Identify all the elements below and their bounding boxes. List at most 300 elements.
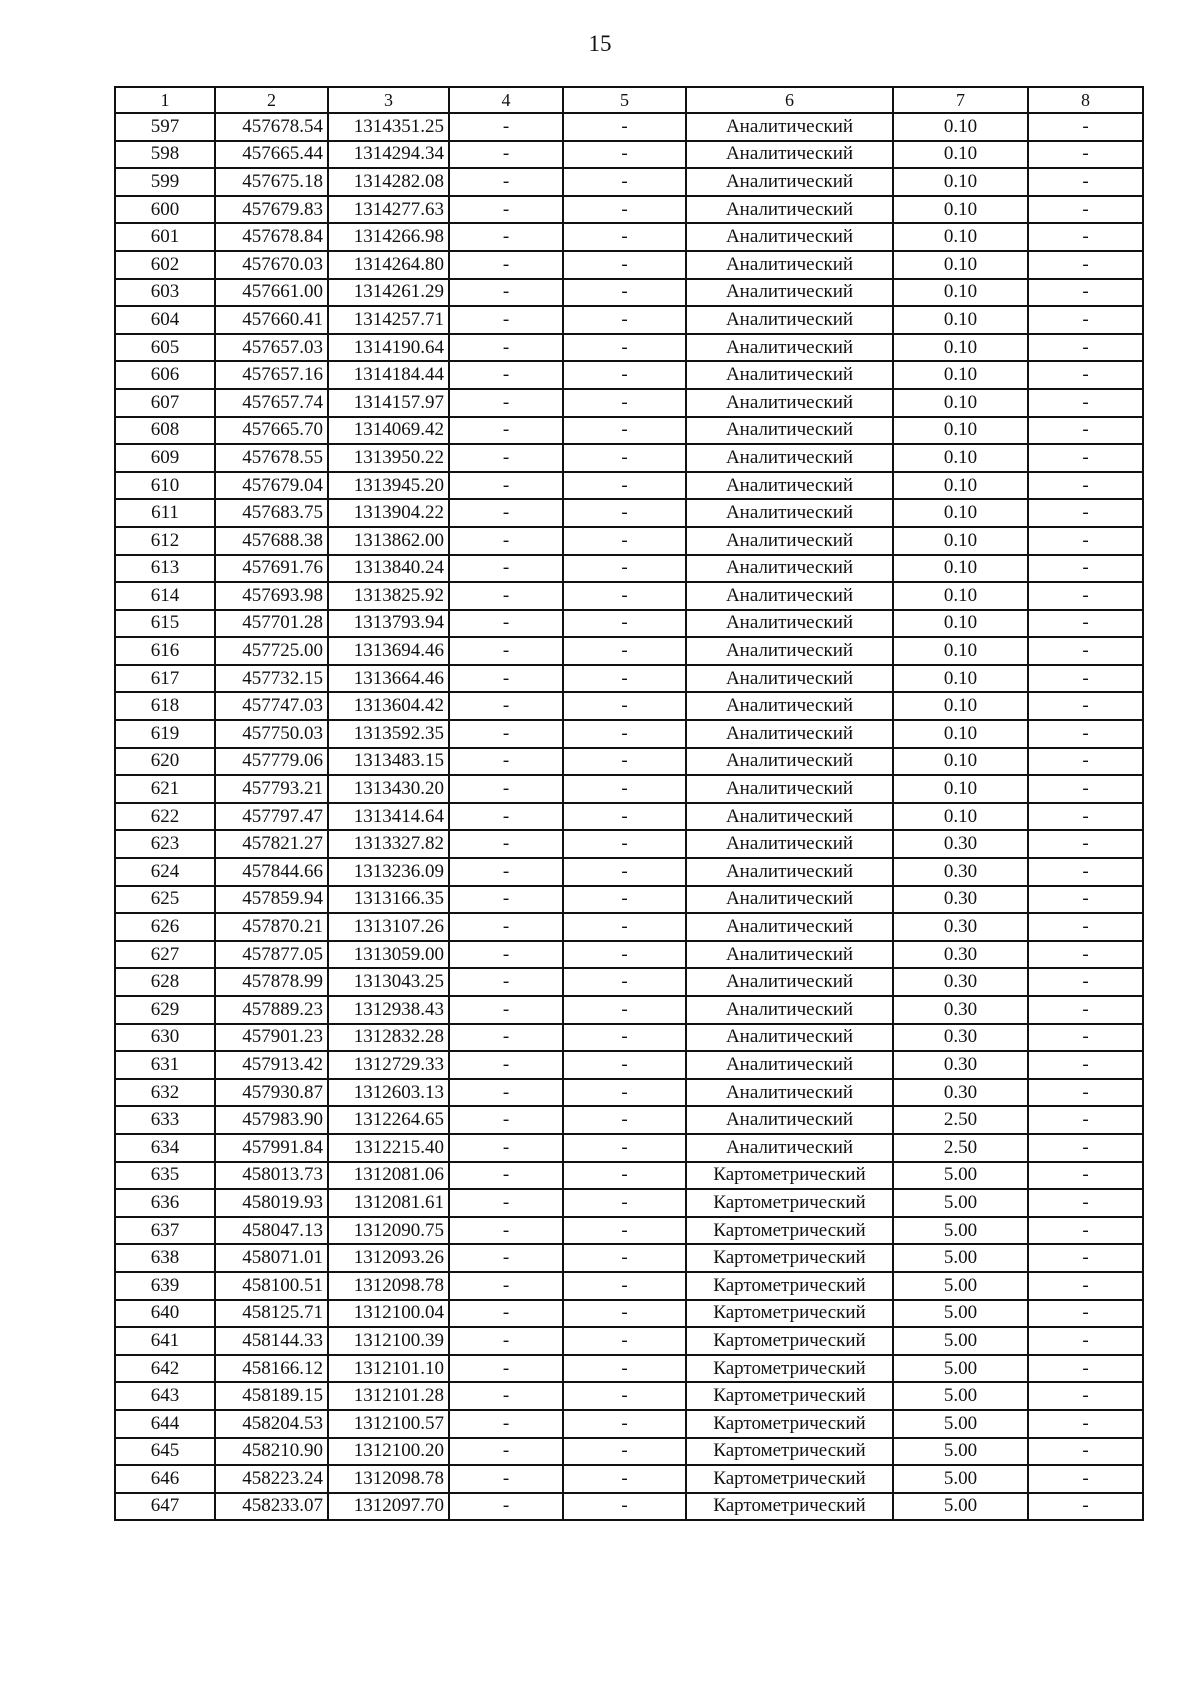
method-cell: Аналитический (686, 748, 893, 776)
y-coordinate-cell: 1312215.40 (328, 1134, 449, 1162)
point-number-cell: 643 (115, 1382, 215, 1410)
column-4-cell: - (449, 279, 563, 307)
x-coordinate-cell: 457665.70 (215, 417, 328, 445)
y-coordinate-cell: 1313825.92 (328, 582, 449, 610)
x-coordinate-cell: 457661.00 (215, 279, 328, 307)
accuracy-cell: 5.00 (893, 1493, 1028, 1521)
accuracy-cell: 5.00 (893, 1327, 1028, 1355)
x-coordinate-cell: 457793.21 (215, 775, 328, 803)
method-cell: Аналитический (686, 223, 893, 251)
point-number-cell: 613 (115, 555, 215, 583)
column-5-cell: - (563, 306, 686, 334)
column-8-cell: - (1028, 1272, 1143, 1300)
y-coordinate-cell: 1313950.22 (328, 444, 449, 472)
column-5-cell: - (563, 1465, 686, 1493)
accuracy-cell: 0.10 (893, 251, 1028, 279)
point-number-cell: 640 (115, 1300, 215, 1328)
table-row (115, 1438, 1143, 1466)
column-4-cell: - (449, 1355, 563, 1383)
table-row (115, 996, 1143, 1024)
point-number-cell: 630 (115, 1024, 215, 1052)
accuracy-cell: 5.00 (893, 1189, 1028, 1217)
x-coordinate-cell: 457657.16 (215, 361, 328, 389)
column-5-cell: - (563, 582, 686, 610)
x-coordinate-cell: 457913.42 (215, 1051, 328, 1079)
column-8-cell: - (1028, 1300, 1143, 1328)
x-coordinate-cell: 458047.13 (215, 1217, 328, 1245)
column-8-cell: - (1028, 996, 1143, 1024)
x-coordinate-cell: 457657.03 (215, 334, 328, 362)
x-coordinate-cell: 457660.41 (215, 306, 328, 334)
point-number-cell: 599 (115, 168, 215, 196)
table-row (115, 610, 1143, 638)
column-8-cell: - (1028, 830, 1143, 858)
method-cell: Аналитический (686, 1134, 893, 1162)
table-row (115, 803, 1143, 831)
column-5-cell: - (563, 389, 686, 417)
method-cell: Аналитический (686, 499, 893, 527)
x-coordinate-cell: 457821.27 (215, 830, 328, 858)
column-4-cell: - (449, 472, 563, 500)
column-8-cell: - (1028, 306, 1143, 334)
column-4-cell: - (449, 1162, 563, 1190)
column-4-cell: - (449, 1189, 563, 1217)
y-coordinate-cell: 1312100.04 (328, 1300, 449, 1328)
column-8-cell: - (1028, 1162, 1143, 1190)
point-number-cell: 633 (115, 1106, 215, 1134)
column-8-cell: - (1028, 223, 1143, 251)
point-number-cell: 624 (115, 858, 215, 886)
column-5-cell: - (563, 444, 686, 472)
column-5-cell: - (563, 527, 686, 555)
table-row (115, 444, 1143, 472)
accuracy-cell: 0.10 (893, 720, 1028, 748)
method-cell: Аналитический (686, 1024, 893, 1052)
column-8-cell: - (1028, 1410, 1143, 1438)
accuracy-cell: 0.30 (893, 1079, 1028, 1107)
column-header: 5 (563, 87, 686, 113)
method-cell: Картометрический (686, 1162, 893, 1190)
point-number-cell: 625 (115, 886, 215, 914)
y-coordinate-cell: 1313327.82 (328, 830, 449, 858)
method-cell: Аналитический (686, 168, 893, 196)
column-5-cell: - (563, 251, 686, 279)
column-8-cell: - (1028, 279, 1143, 307)
column-8-cell: - (1028, 141, 1143, 169)
method-cell: Аналитический (686, 637, 893, 665)
x-coordinate-cell: 457732.15 (215, 665, 328, 693)
column-4-cell: - (449, 1051, 563, 1079)
method-cell: Аналитический (686, 334, 893, 362)
column-4-cell: - (449, 1024, 563, 1052)
method-cell: Аналитический (686, 361, 893, 389)
column-4-cell: - (449, 1465, 563, 1493)
point-number-cell: 615 (115, 610, 215, 638)
table-row (115, 913, 1143, 941)
y-coordinate-cell: 1312098.78 (328, 1465, 449, 1493)
accuracy-cell: 5.00 (893, 1244, 1028, 1272)
x-coordinate-cell: 457983.90 (215, 1106, 328, 1134)
x-coordinate-cell: 457691.76 (215, 555, 328, 583)
accuracy-cell: 5.00 (893, 1465, 1028, 1493)
column-4-cell: - (449, 775, 563, 803)
point-number-cell: 605 (115, 334, 215, 362)
column-4-cell: - (449, 830, 563, 858)
column-4-cell: - (449, 417, 563, 445)
y-coordinate-cell: 1314257.71 (328, 306, 449, 334)
x-coordinate-cell: 457878.99 (215, 968, 328, 996)
column-header: 3 (328, 87, 449, 113)
table-row (115, 1382, 1143, 1410)
point-number-cell: 632 (115, 1079, 215, 1107)
table-row (115, 251, 1143, 279)
accuracy-cell: 5.00 (893, 1410, 1028, 1438)
page-number: 15 (588, 31, 612, 56)
x-coordinate-cell: 457779.06 (215, 748, 328, 776)
method-cell: Аналитический (686, 858, 893, 886)
accuracy-cell: 0.30 (893, 1024, 1028, 1052)
column-5-cell: - (563, 1327, 686, 1355)
table-row (115, 582, 1143, 610)
method-cell: Картометрический (686, 1410, 893, 1438)
y-coordinate-cell: 1314190.64 (328, 334, 449, 362)
x-coordinate-cell: 457991.84 (215, 1134, 328, 1162)
column-4-cell: - (449, 334, 563, 362)
point-number-cell: 623 (115, 830, 215, 858)
accuracy-cell: 0.10 (893, 168, 1028, 196)
table-body (115, 113, 1143, 1520)
point-number-cell: 637 (115, 1217, 215, 1245)
table-row (115, 1244, 1143, 1272)
column-8-cell: - (1028, 527, 1143, 555)
x-coordinate-cell: 457844.66 (215, 858, 328, 886)
accuracy-cell: 0.10 (893, 472, 1028, 500)
accuracy-cell: 5.00 (893, 1382, 1028, 1410)
column-8-cell: - (1028, 775, 1143, 803)
column-4-cell: - (449, 1134, 563, 1162)
point-number-cell: 609 (115, 444, 215, 472)
column-5-cell: - (563, 886, 686, 914)
column-5-cell: - (563, 361, 686, 389)
accuracy-cell: 0.10 (893, 361, 1028, 389)
accuracy-cell: 0.10 (893, 692, 1028, 720)
accuracy-cell: 0.10 (893, 196, 1028, 224)
column-5-cell: - (563, 113, 686, 141)
point-number-cell: 636 (115, 1189, 215, 1217)
accuracy-cell: 0.10 (893, 141, 1028, 169)
column-8-cell: - (1028, 720, 1143, 748)
coordinates-table (114, 86, 1144, 1521)
column-4-cell: - (449, 223, 563, 251)
table-row (115, 223, 1143, 251)
column-8-cell: - (1028, 168, 1143, 196)
method-cell: Картометрический (686, 1465, 893, 1493)
accuracy-cell: 2.50 (893, 1134, 1028, 1162)
point-number-cell: 608 (115, 417, 215, 445)
column-header: 1 (115, 87, 215, 113)
column-5-cell: - (563, 1217, 686, 1245)
column-8-cell: - (1028, 334, 1143, 362)
table-row (115, 1051, 1143, 1079)
table-row (115, 306, 1143, 334)
accuracy-cell: 0.10 (893, 582, 1028, 610)
column-8-cell: - (1028, 1217, 1143, 1245)
table-row (115, 968, 1143, 996)
accuracy-cell: 0.10 (893, 748, 1028, 776)
x-coordinate-cell: 457725.00 (215, 637, 328, 665)
y-coordinate-cell: 1313793.94 (328, 610, 449, 638)
x-coordinate-cell: 457670.03 (215, 251, 328, 279)
column-8-cell: - (1028, 444, 1143, 472)
x-coordinate-cell: 457701.28 (215, 610, 328, 638)
column-5-cell: - (563, 996, 686, 1024)
column-8-cell: - (1028, 472, 1143, 500)
column-5-cell: - (563, 1438, 686, 1466)
table-row (115, 1106, 1143, 1134)
column-5-cell: - (563, 1024, 686, 1052)
y-coordinate-cell: 1312729.33 (328, 1051, 449, 1079)
accuracy-cell: 0.30 (893, 968, 1028, 996)
accuracy-cell: 0.10 (893, 306, 1028, 334)
x-coordinate-cell: 457678.84 (215, 223, 328, 251)
table-row (115, 1300, 1143, 1328)
point-number-cell: 611 (115, 499, 215, 527)
method-cell: Аналитический (686, 610, 893, 638)
column-5-cell: - (563, 941, 686, 969)
x-coordinate-cell: 457930.87 (215, 1079, 328, 1107)
column-4-cell: - (449, 610, 563, 638)
accuracy-cell: 0.10 (893, 113, 1028, 141)
column-5-cell: - (563, 830, 686, 858)
column-8-cell: - (1028, 1382, 1143, 1410)
table-row (115, 748, 1143, 776)
y-coordinate-cell: 1314264.80 (328, 251, 449, 279)
table-row (115, 1217, 1143, 1245)
y-coordinate-cell: 1313414.64 (328, 803, 449, 831)
point-number-cell: 628 (115, 968, 215, 996)
column-5-cell: - (563, 168, 686, 196)
column-8-cell: - (1028, 748, 1143, 776)
point-number-cell: 634 (115, 1134, 215, 1162)
method-cell: Аналитический (686, 141, 893, 169)
column-5-cell: - (563, 1106, 686, 1134)
table-row (115, 830, 1143, 858)
x-coordinate-cell: 457688.38 (215, 527, 328, 555)
method-cell: Аналитический (686, 555, 893, 583)
x-coordinate-cell: 457679.04 (215, 472, 328, 500)
column-5-cell: - (563, 279, 686, 307)
column-4-cell: - (449, 1327, 563, 1355)
column-5-cell: - (563, 637, 686, 665)
column-8-cell: - (1028, 886, 1143, 914)
column-4-cell: - (449, 168, 563, 196)
method-cell: Аналитический (686, 527, 893, 555)
column-5-cell: - (563, 692, 686, 720)
table-row (115, 472, 1143, 500)
column-5-cell: - (563, 968, 686, 996)
accuracy-cell: 5.00 (893, 1162, 1028, 1190)
column-5-cell: - (563, 1382, 686, 1410)
y-coordinate-cell: 1314184.44 (328, 361, 449, 389)
column-4-cell: - (449, 1272, 563, 1300)
column-5-cell: - (563, 748, 686, 776)
table-row (115, 941, 1143, 969)
column-5-cell: - (563, 1162, 686, 1190)
method-cell: Картометрический (686, 1382, 893, 1410)
x-coordinate-cell: 457683.75 (215, 499, 328, 527)
y-coordinate-cell: 1313107.26 (328, 913, 449, 941)
y-coordinate-cell: 1312081.61 (328, 1189, 449, 1217)
y-coordinate-cell: 1314266.98 (328, 223, 449, 251)
method-cell: Аналитический (686, 968, 893, 996)
column-4-cell: - (449, 1106, 563, 1134)
y-coordinate-cell: 1313904.22 (328, 499, 449, 527)
accuracy-cell: 5.00 (893, 1272, 1028, 1300)
table-row (115, 1024, 1143, 1052)
column-8-cell: - (1028, 941, 1143, 969)
point-number-cell: 598 (115, 141, 215, 169)
y-coordinate-cell: 1314069.42 (328, 417, 449, 445)
y-coordinate-cell: 1312081.06 (328, 1162, 449, 1190)
column-4-cell: - (449, 527, 563, 555)
column-header: 4 (449, 87, 563, 113)
method-cell: Картометрический (686, 1300, 893, 1328)
column-8-cell: - (1028, 1438, 1143, 1466)
column-4-cell: - (449, 941, 563, 969)
point-number-cell: 622 (115, 803, 215, 831)
y-coordinate-cell: 1314157.97 (328, 389, 449, 417)
y-coordinate-cell: 1312100.20 (328, 1438, 449, 1466)
table-row (115, 775, 1143, 803)
x-coordinate-cell: 457901.23 (215, 1024, 328, 1052)
method-cell: Аналитический (686, 775, 893, 803)
x-coordinate-cell: 457678.54 (215, 113, 328, 141)
column-4-cell: - (449, 968, 563, 996)
point-number-cell: 610 (115, 472, 215, 500)
method-cell: Аналитический (686, 720, 893, 748)
accuracy-cell: 0.10 (893, 279, 1028, 307)
accuracy-cell: 5.00 (893, 1355, 1028, 1383)
table-row (115, 113, 1143, 141)
y-coordinate-cell: 1313840.24 (328, 555, 449, 583)
x-coordinate-cell: 458019.93 (215, 1189, 328, 1217)
y-coordinate-cell: 1313236.09 (328, 858, 449, 886)
accuracy-cell: 0.10 (893, 223, 1028, 251)
column-8-cell: - (1028, 555, 1143, 583)
column-4-cell: - (449, 1217, 563, 1245)
accuracy-cell: 0.10 (893, 417, 1028, 445)
point-number-cell: 641 (115, 1327, 215, 1355)
table-row (115, 196, 1143, 224)
column-8-cell: - (1028, 1024, 1143, 1052)
table-row (115, 886, 1143, 914)
point-number-cell: 604 (115, 306, 215, 334)
table-row (115, 1465, 1143, 1493)
accuracy-cell: 5.00 (893, 1217, 1028, 1245)
column-8-cell: - (1028, 389, 1143, 417)
column-5-cell: - (563, 1272, 686, 1300)
x-coordinate-cell: 457675.18 (215, 168, 328, 196)
x-coordinate-cell: 457877.05 (215, 941, 328, 969)
column-header: 8 (1028, 87, 1143, 113)
point-number-cell: 607 (115, 389, 215, 417)
column-8-cell: - (1028, 665, 1143, 693)
point-number-cell: 620 (115, 748, 215, 776)
y-coordinate-cell: 1313664.46 (328, 665, 449, 693)
column-8-cell: - (1028, 1079, 1143, 1107)
x-coordinate-cell: 458166.12 (215, 1355, 328, 1383)
column-8-cell: - (1028, 196, 1143, 224)
method-cell: Аналитический (686, 444, 893, 472)
accuracy-cell: 0.10 (893, 637, 1028, 665)
point-number-cell: 600 (115, 196, 215, 224)
column-5-cell: - (563, 555, 686, 583)
column-8-cell: - (1028, 113, 1143, 141)
y-coordinate-cell: 1313483.15 (328, 748, 449, 776)
header-row (115, 87, 1143, 113)
method-cell: Аналитический (686, 665, 893, 693)
x-coordinate-cell: 457870.21 (215, 913, 328, 941)
method-cell: Аналитический (686, 251, 893, 279)
method-cell: Картометрический (686, 1244, 893, 1272)
method-cell: Картометрический (686, 1217, 893, 1245)
method-cell: Аналитический (686, 389, 893, 417)
column-4-cell: - (449, 306, 563, 334)
method-cell: Картометрический (686, 1493, 893, 1521)
column-4-cell: - (449, 251, 563, 279)
accuracy-cell: 0.10 (893, 389, 1028, 417)
point-number-cell: 645 (115, 1438, 215, 1466)
column-4-cell: - (449, 1300, 563, 1328)
accuracy-cell: 0.10 (893, 334, 1028, 362)
point-number-cell: 617 (115, 665, 215, 693)
column-8-cell: - (1028, 1134, 1143, 1162)
x-coordinate-cell: 457693.98 (215, 582, 328, 610)
column-5-cell: - (563, 720, 686, 748)
table-row (115, 417, 1143, 445)
method-cell: Картометрический (686, 1189, 893, 1217)
point-number-cell: 627 (115, 941, 215, 969)
x-coordinate-cell: 458071.01 (215, 1244, 328, 1272)
method-cell: Аналитический (686, 941, 893, 969)
column-8-cell: - (1028, 499, 1143, 527)
point-number-cell: 639 (115, 1272, 215, 1300)
column-8-cell: - (1028, 1051, 1143, 1079)
column-8-cell: - (1028, 858, 1143, 886)
column-4-cell: - (449, 720, 563, 748)
column-5-cell: - (563, 610, 686, 638)
point-number-cell: 602 (115, 251, 215, 279)
column-5-cell: - (563, 1189, 686, 1217)
x-coordinate-cell: 458233.07 (215, 1493, 328, 1521)
table-row (115, 1493, 1143, 1521)
point-number-cell: 621 (115, 775, 215, 803)
accuracy-cell: 5.00 (893, 1300, 1028, 1328)
column-8-cell: - (1028, 803, 1143, 831)
x-coordinate-cell: 458204.53 (215, 1410, 328, 1438)
y-coordinate-cell: 1312101.28 (328, 1382, 449, 1410)
column-8-cell: - (1028, 1493, 1143, 1521)
point-number-cell: 642 (115, 1355, 215, 1383)
table-row (115, 1162, 1143, 1190)
accuracy-cell: 0.30 (893, 830, 1028, 858)
x-coordinate-cell: 458013.73 (215, 1162, 328, 1190)
method-cell: Картометрический (686, 1438, 893, 1466)
y-coordinate-cell: 1312093.26 (328, 1244, 449, 1272)
method-cell: Аналитический (686, 692, 893, 720)
table-row (115, 1355, 1143, 1383)
y-coordinate-cell: 1313166.35 (328, 886, 449, 914)
